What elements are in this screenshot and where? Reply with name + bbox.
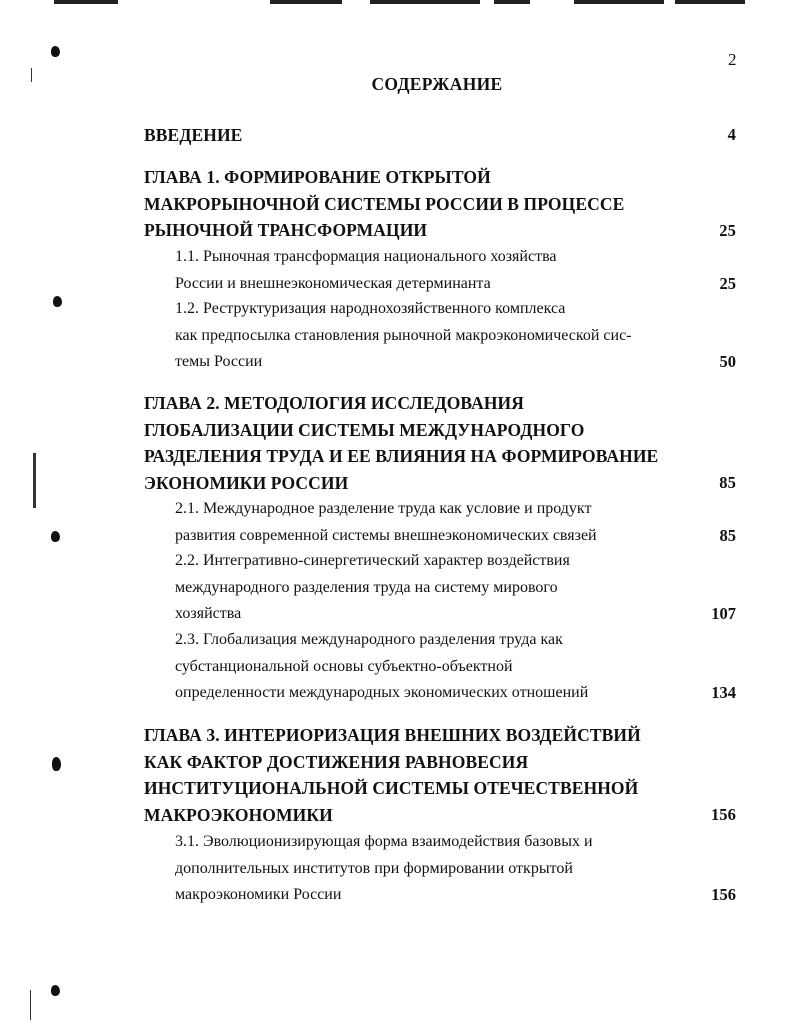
toc-page-number: 107 xyxy=(711,604,736,623)
scan-edge-mark xyxy=(574,0,664,4)
binding-hole-mark xyxy=(51,46,60,57)
toc-page-number: 156 xyxy=(711,885,736,904)
scan-edge-mark xyxy=(270,0,342,4)
margin-scan-mark xyxy=(33,453,36,508)
toc-chapter-1 xyxy=(144,164,736,244)
toc-section-line: дополнительных институтов при формировании открытой xyxy=(175,859,573,877)
toc-chapter-line: ГЛАВА 1. ФОРМИРОВАНИЕ ОТКРЫТОЙ xyxy=(144,167,491,187)
toc-section-2-3 xyxy=(175,627,736,707)
toc-page-number: 25 xyxy=(719,274,736,293)
page-title: СОДЕРЖАНИЕ xyxy=(371,74,503,94)
toc-chapter-line: ЭКОНОМИКИ РОССИИ xyxy=(144,472,349,493)
toc-chapter-3 xyxy=(144,722,736,828)
toc-section-2-2 xyxy=(175,548,736,628)
toc-page-number: 4 xyxy=(727,125,736,144)
toc-page-number: 85 xyxy=(719,526,736,545)
scan-edge-mark xyxy=(675,0,745,4)
scan-edge-mark xyxy=(494,0,530,4)
toc-section-2-1 xyxy=(175,496,736,549)
toc-chapter-line: РАЗДЕЛЕНИЯ ТРУДА И ЕЕ ВЛИЯНИЯ НА ФОРМИРОВАНИЕ xyxy=(144,446,659,466)
toc-entry-label: ВВЕДЕНИЕ xyxy=(144,125,243,145)
toc-section-line: темы России xyxy=(175,353,263,370)
toc-chapter-line: ГЛОБАЛИЗАЦИИ СИСТЕМЫ МЕЖДУНАРОДНОГО xyxy=(144,419,585,440)
toc-section-line: 1.1. Рыночная трансформация национального хозяйства xyxy=(175,248,557,265)
toc-section-line: определенности международных экономических отношений xyxy=(175,684,589,701)
toc-section-line: как предпосылка становления рыночной макроэкономической сис- xyxy=(175,326,632,344)
toc-section-line: международного разделения труда на систему мирового xyxy=(175,578,558,596)
binding-hole-mark xyxy=(51,531,60,542)
page-number: 2 xyxy=(728,50,737,69)
toc-entry-intro xyxy=(144,122,736,149)
binding-hole-mark xyxy=(52,757,61,771)
toc-section-1-2 xyxy=(175,296,736,376)
scan-edge-mark xyxy=(370,0,430,4)
binding-hole-mark xyxy=(53,296,62,307)
toc-chapter-line: КАК ФАКТОР ДОСТИЖЕНИЯ РАВНОВЕСИЯ xyxy=(144,751,529,772)
toc-section-line: макроэкономики России xyxy=(175,886,342,903)
scan-edge-mark xyxy=(54,0,118,4)
toc-page-number: 134 xyxy=(711,683,736,702)
toc-section-line: 3.1. Эволюционизирующая форма взаимодействия базовых и xyxy=(175,833,593,850)
toc-page-number: 85 xyxy=(719,473,736,492)
toc-chapter-line: ИНСТИТУЦИОНАЛЬНОЙ СИСТЕМЫ ОТЕЧЕСТВЕННОЙ xyxy=(144,778,639,798)
toc-section-line: 2.1. Международное разделение труда как условие и продукт xyxy=(175,500,592,517)
toc-page-number: 50 xyxy=(719,352,736,371)
toc-section-1-1 xyxy=(175,244,736,297)
toc-section-line: 2.2. Интегративно-синергетический характер воздействия xyxy=(175,552,570,569)
binding-hole-mark xyxy=(51,985,60,996)
toc-chapter-line: ГЛАВА 2. МЕТОДОЛОГИЯ ИССЛЕДОВАНИЯ xyxy=(144,393,525,413)
toc-section-line: 1.2. Реструктуризация народнохозяйственного комплекса xyxy=(175,300,566,317)
toc-chapter-line: МАКРОРЫНОЧНОЙ СИСТЕМЫ РОССИИ В ПРОЦЕССЕ xyxy=(144,193,625,214)
toc-chapter-line: МАКРОЭКОНОМИКИ xyxy=(144,804,333,825)
toc-section-line: России и внешнеэкономическая детерминанта xyxy=(175,274,491,292)
toc-section-line: развития современной системы внешнеэкономических связей xyxy=(175,526,597,544)
toc-section-3-1 xyxy=(175,829,736,909)
toc-chapter-line: РЫНОЧНОЙ ТРАНСФОРМАЦИИ xyxy=(144,220,428,240)
toc-section-line: 2.3. Глобализация международного разделения труда как xyxy=(175,631,563,648)
margin-scan-mark xyxy=(30,990,31,1020)
toc-section-line: хозяйства xyxy=(175,605,242,622)
toc-page-number: 25 xyxy=(719,221,736,240)
scan-edge-mark xyxy=(425,0,480,4)
toc-chapter-2 xyxy=(144,390,736,496)
toc-chapter-line: ГЛАВА 3. ИНТЕРИОРИЗАЦИЯ ВНЕШНИХ ВОЗДЕЙСТВИЙ xyxy=(144,725,641,745)
toc-page-number: 156 xyxy=(710,805,736,824)
toc-section-line: субстанциональной основы субъектно-объектной xyxy=(175,657,513,675)
